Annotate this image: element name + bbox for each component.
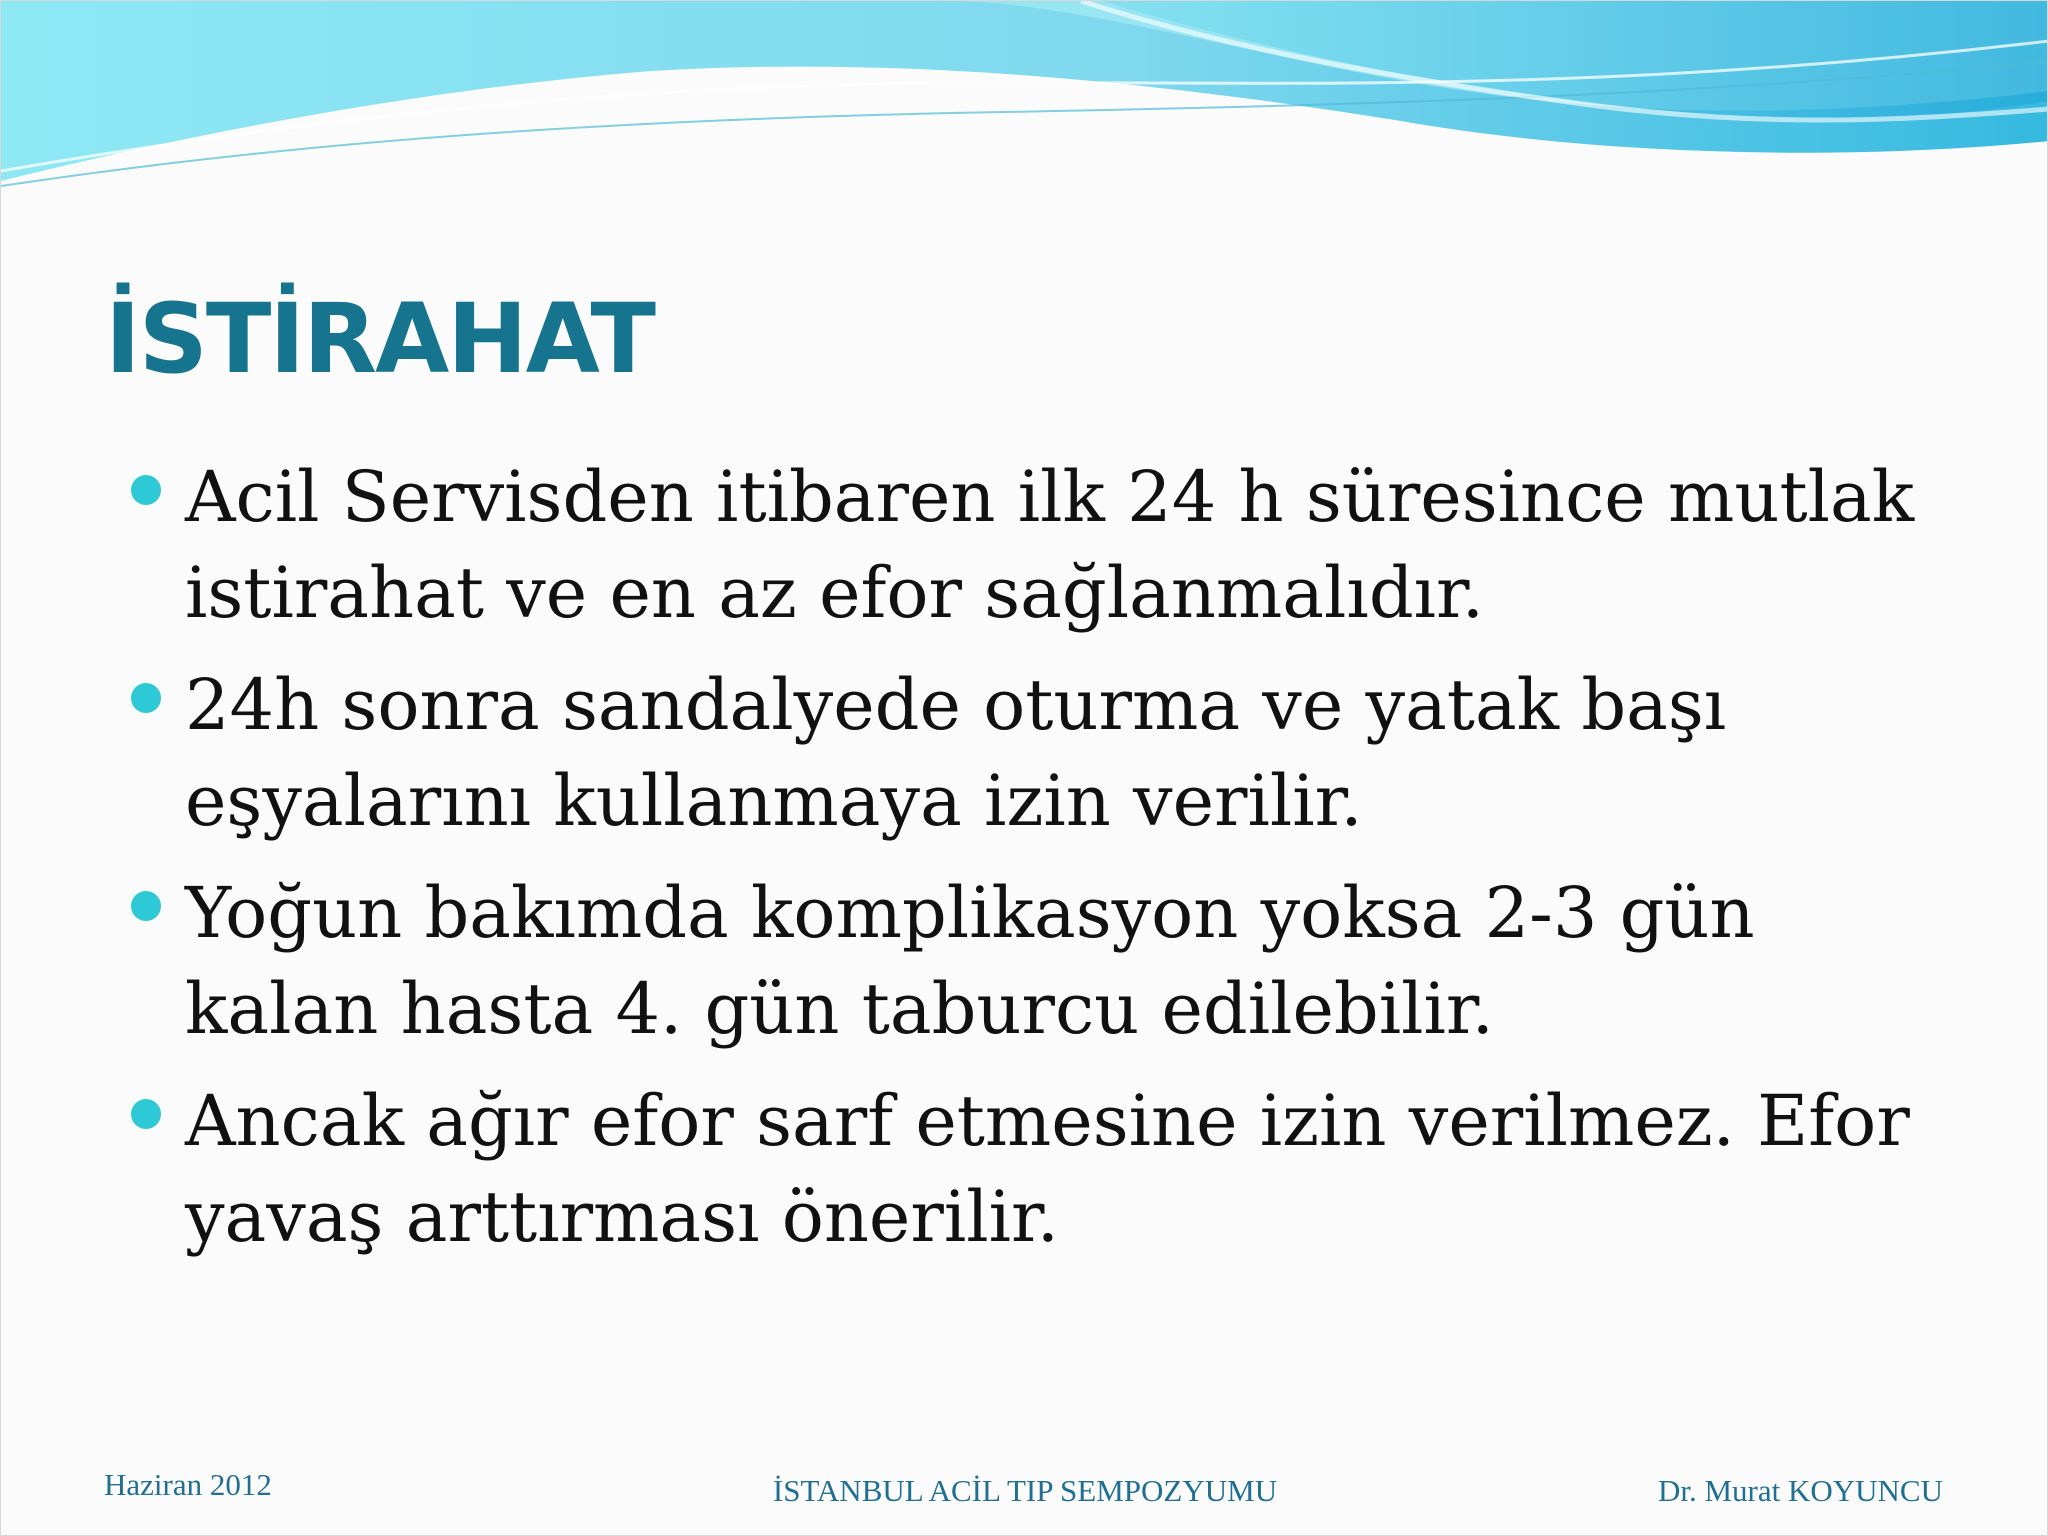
bullet-list: [131, 449, 1951, 1281]
bullet-item: [131, 449, 1951, 641]
footer-date: Haziran 2012: [104, 1467, 272, 1502]
bullet-dot-icon: [131, 683, 161, 713]
decorative-wave-header: [1, 1, 2048, 241]
bullet-text: Yoğun bakımda komplikasyon yoksa 2-3 gün kalan hasta 4. gün taburcu edilebilir.: [185, 872, 1755, 1050]
bullet-dot-icon: [131, 475, 161, 505]
bullet-item: [131, 865, 1951, 1057]
slide-title: İSTİRAHAT: [105, 283, 654, 395]
footer-event: İSTANBUL ACİL TIP SEMPOZYUMU: [772, 1473, 1278, 1508]
bullet-item: [131, 1073, 1951, 1265]
bullet-item: [131, 657, 1951, 849]
bullet-dot-icon: [131, 1099, 161, 1129]
bullet-text: Ancak ağır efor sarf etmesine izin verilmez. Efor yavaş arttırması önerilir.: [185, 1080, 1910, 1258]
footer-author: Dr. Murat KOYUNCU: [1657, 1473, 1943, 1508]
bullet-text: Acil Servisden itibaren ilk 24 h süresince mutlak istirahat ve en az efor sağlanmalıdır.: [185, 456, 1915, 634]
bullet-dot-icon: [131, 891, 161, 921]
bullet-text: 24h sonra sandalyede oturma ve yatak başı eşyalarını kullanmaya izin verilir.: [185, 664, 1727, 842]
